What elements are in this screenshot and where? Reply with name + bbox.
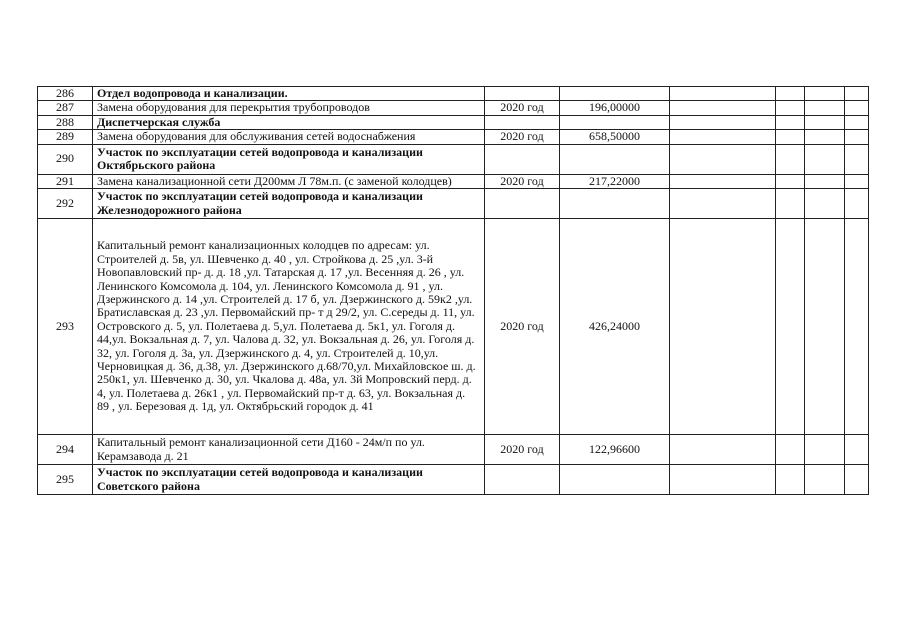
empty-cell xyxy=(670,101,776,115)
row-description: Участок по эксплуатации сетей водопровода и канализации Железнодорожного района xyxy=(93,189,485,219)
empty-cell xyxy=(776,130,805,144)
empty-cell xyxy=(845,101,869,115)
empty-cell xyxy=(670,189,776,219)
empty-cell xyxy=(670,130,776,144)
row-number: 295 xyxy=(38,465,93,495)
row-amount xyxy=(560,115,670,129)
empty-cell xyxy=(805,174,845,188)
row-amount xyxy=(560,465,670,495)
row-number: 286 xyxy=(38,87,93,101)
row-number: 287 xyxy=(38,101,93,115)
empty-cell xyxy=(670,465,776,495)
empty-cell xyxy=(670,219,776,435)
table-row xyxy=(38,101,869,115)
row-year xyxy=(485,87,560,101)
empty-cell xyxy=(776,174,805,188)
row-year: 2020 год xyxy=(485,130,560,144)
row-amount xyxy=(560,144,670,174)
row-description: Замена оборудования для обслуживания сетей водоснабжения xyxy=(93,130,485,144)
empty-cell xyxy=(845,189,869,219)
row-year xyxy=(485,465,560,495)
table-row xyxy=(38,465,869,495)
empty-cell xyxy=(805,219,845,435)
row-description: Диспетчерская служба xyxy=(93,115,485,129)
empty-cell xyxy=(845,87,869,101)
row-description: Замена канализационной сети Д200мм Л 78м.п. (с заменой колодцев) xyxy=(93,174,485,188)
empty-cell xyxy=(776,115,805,129)
empty-cell xyxy=(845,219,869,435)
row-amount: 196,00000 xyxy=(560,101,670,115)
row-year: 2020 год xyxy=(485,174,560,188)
table-row xyxy=(38,115,869,129)
row-description: Капитальный ремонт канализационных колодцев по адресам: ул. Строителей д. 5в, ул. Шевченко д. 40 , ул. Стройкова д. 25 ,ул. 3-й Новопавловский пр- д. д. 18 ,ул. Татарская д. 17 ,ул. Весенняя д. 26 , ул. Ленинского Комсомола д. 104, ул. Ленинского Комсомола д. 91 , ул. Дзержинского д. 14 ,ул. Строителей д. 17 б, ул. Дзержинского д. 59к2 ,ул. Братиславская д. 23 ,ул. Первомайский пр- т д 29/2, ул. С.середы д. 11, ул. Островского д. 5, ул. Полетаева д. 5,ул. Полетаева д. 5к1, ул. Гоголя д. 44,ул. Вокзальная д. 7, ул. Чалова д. 32, ул. Вокзальная д. 26, ул. Гоголя д. 32, ул. Гоголя д. 3а, ул. Дзержинского д. 4, ул. Строителей д. 10,ул. Черновицкая д. 36, д.38, ул. Дзержинского д.68/70,ул. Михайловское ш. д. 250к1, ул. Шевченко д. 30, ул. Чкалова д. 48а, ул. 3й Мопровский перд. д. 4, ул. Полетаева д. 26к1 , ул. Первомайский пр-т д. 63, ул. Вокзальная д. 89 , ул. Березовая д. 1д, ул. Октябрьский городок д. 41 xyxy=(93,219,485,435)
empty-cell xyxy=(805,115,845,129)
empty-cell xyxy=(805,189,845,219)
empty-cell xyxy=(845,465,869,495)
empty-cell xyxy=(845,174,869,188)
row-number: 288 xyxy=(38,115,93,129)
row-number: 291 xyxy=(38,174,93,188)
empty-cell xyxy=(670,87,776,101)
empty-cell xyxy=(776,87,805,101)
row-amount: 217,22000 xyxy=(560,174,670,188)
empty-cell xyxy=(670,435,776,465)
table-row xyxy=(38,87,869,101)
row-number: 294 xyxy=(38,435,93,465)
row-amount: 658,50000 xyxy=(560,130,670,144)
empty-cell xyxy=(845,115,869,129)
table-row xyxy=(38,219,869,435)
row-number: 292 xyxy=(38,189,93,219)
empty-cell xyxy=(805,101,845,115)
row-description: Участок по эксплуатации сетей водопровода и канализации Советского района xyxy=(93,465,485,495)
row-amount: 122,96600 xyxy=(560,435,670,465)
empty-cell xyxy=(776,189,805,219)
empty-cell xyxy=(805,87,845,101)
empty-cell xyxy=(805,465,845,495)
empty-cell xyxy=(845,130,869,144)
table-row xyxy=(38,435,869,465)
table-row xyxy=(38,174,869,188)
empty-cell xyxy=(670,174,776,188)
budget-table xyxy=(37,86,869,495)
empty-cell xyxy=(670,144,776,174)
row-year xyxy=(485,189,560,219)
row-number: 290 xyxy=(38,144,93,174)
row-amount: 426,24000 xyxy=(560,219,670,435)
row-year xyxy=(485,115,560,129)
row-year: 2020 год xyxy=(485,101,560,115)
empty-cell xyxy=(845,144,869,174)
row-number: 293 xyxy=(38,219,93,435)
table-row xyxy=(38,130,869,144)
row-description: Участок по эксплуатации сетей водопровода и канализации Октябрьского района xyxy=(93,144,485,174)
row-description: Отдел водопровода и канализации. xyxy=(93,87,485,101)
empty-cell xyxy=(776,219,805,435)
empty-cell xyxy=(845,435,869,465)
row-year: 2020 год xyxy=(485,435,560,465)
row-description: Замена оборудования для перекрытия трубопроводов xyxy=(93,101,485,115)
row-description: Капитальный ремонт канализационной сети Д160 - 24м/п по ул. Керамзавода д. 21 xyxy=(93,435,485,465)
row-year xyxy=(485,144,560,174)
empty-cell xyxy=(670,115,776,129)
empty-cell xyxy=(776,144,805,174)
empty-cell xyxy=(805,144,845,174)
row-amount xyxy=(560,189,670,219)
table-row xyxy=(38,144,869,174)
empty-cell xyxy=(776,101,805,115)
row-amount xyxy=(560,87,670,101)
empty-cell xyxy=(776,465,805,495)
row-number: 289 xyxy=(38,130,93,144)
row-year: 2020 год xyxy=(485,219,560,435)
empty-cell xyxy=(805,130,845,144)
empty-cell xyxy=(776,435,805,465)
empty-cell xyxy=(805,435,845,465)
table-row xyxy=(38,189,869,219)
